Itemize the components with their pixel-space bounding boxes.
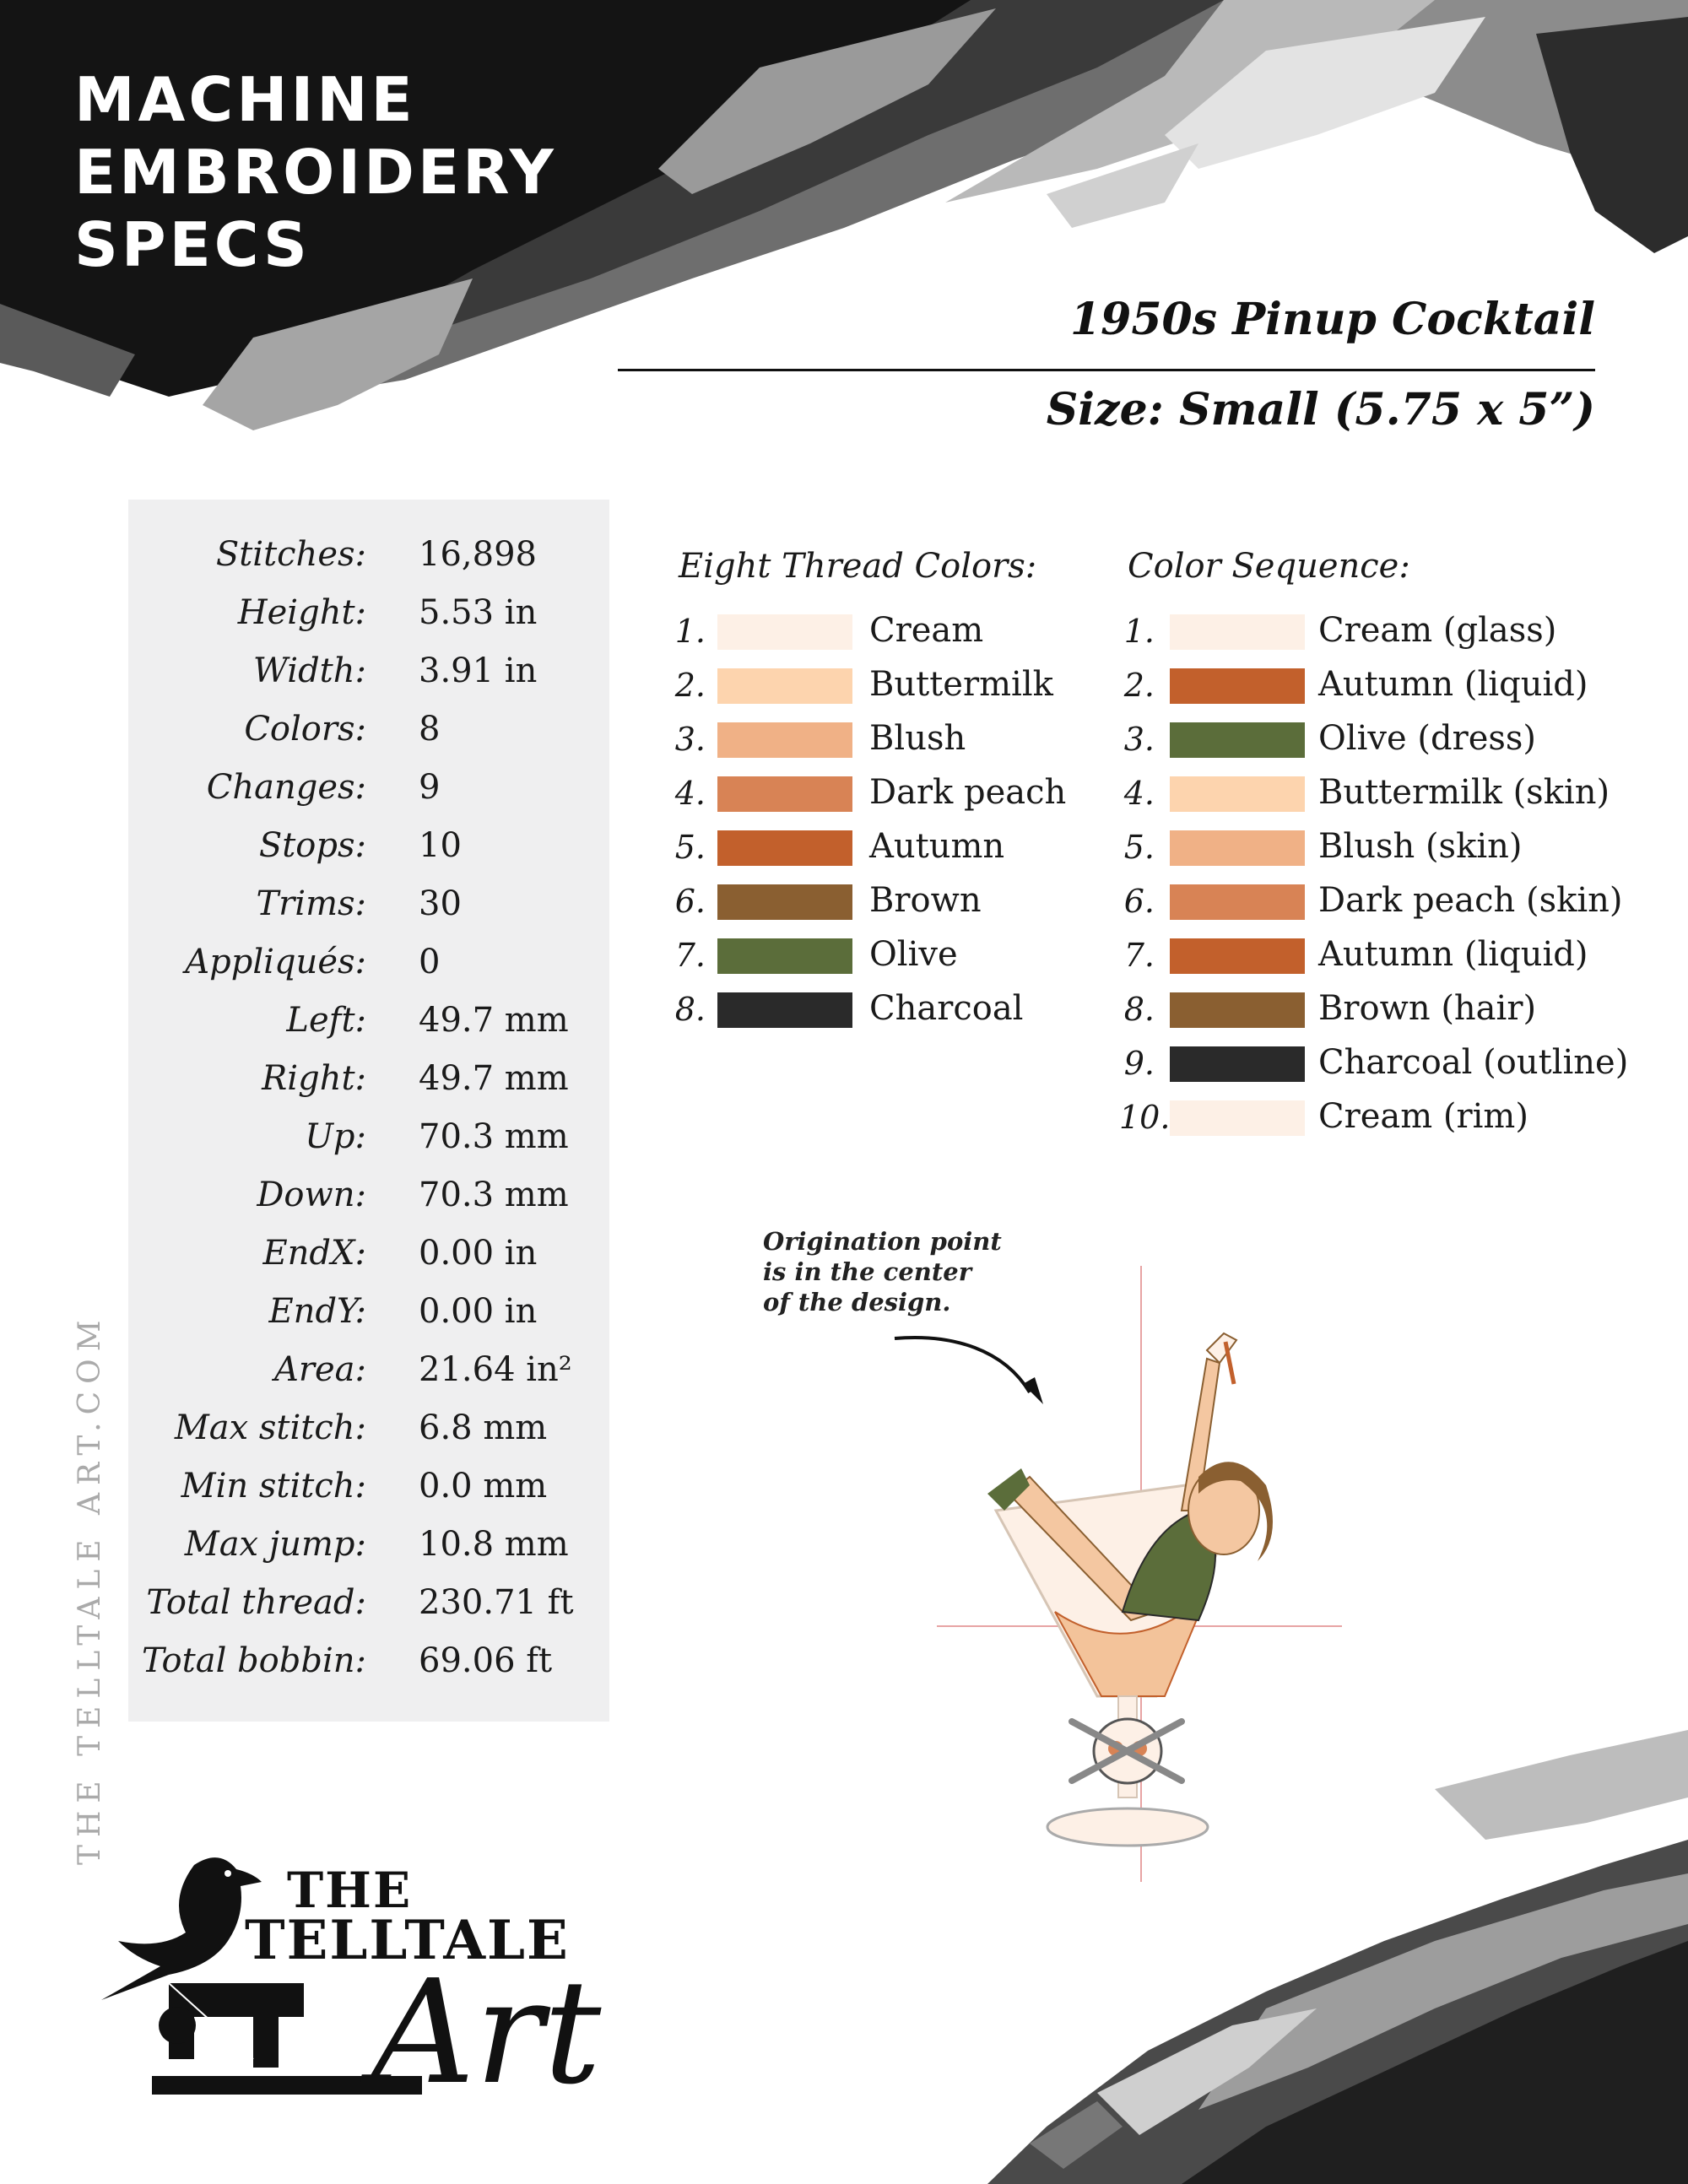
spec-row: [128, 651, 609, 710]
spec-row: [128, 710, 609, 768]
color-row: [670, 608, 1109, 662]
color-name: Cream (glass): [1318, 611, 1557, 650]
specs-panel: [128, 500, 609, 1722]
spec-label: Up:: [305, 1117, 366, 1156]
spec-row: [128, 1525, 609, 1583]
color-swatch: [717, 992, 852, 1028]
color-swatch: [1170, 830, 1305, 866]
design-preview-image: [928, 1257, 1350, 1890]
color-swatch: [1170, 938, 1305, 974]
header-divider: [618, 369, 1595, 371]
spec-row: [128, 826, 609, 884]
spec-value: 30: [419, 884, 462, 923]
spec-row: [128, 943, 609, 1001]
logo-text-the: THE: [287, 1862, 413, 1919]
color-name: Dark peach: [869, 773, 1067, 812]
thread-colors-heading: Eight Thread Colors:: [679, 547, 1037, 586]
spec-label: Total bobbin:: [141, 1641, 366, 1680]
color-row: [1119, 878, 1623, 932]
color-swatch: [1170, 668, 1305, 704]
spec-row: [128, 1234, 609, 1292]
spec-row: [128, 1176, 609, 1234]
spec-label: Stops:: [258, 826, 366, 865]
spec-row: [128, 884, 609, 943]
spec-label: Area:: [273, 1350, 366, 1389]
color-row: [670, 986, 1109, 1040]
color-name: Blush (skin): [1318, 827, 1523, 866]
color-swatch: [1170, 614, 1305, 650]
color-row: [1119, 1040, 1629, 1094]
color-name: Cream (rim): [1318, 1097, 1528, 1136]
title-line: MACHINE: [74, 64, 416, 135]
spec-value: 5.53 in: [419, 593, 538, 632]
color-number: 7.: [1123, 937, 1155, 974]
color-name: Blush: [869, 719, 966, 758]
color-swatch: [717, 884, 852, 920]
color-name: Autumn (liquid): [1318, 935, 1588, 974]
title-line: SPECS: [74, 209, 311, 280]
color-number: 9.: [1123, 1045, 1155, 1082]
color-name: Olive (dress): [1318, 719, 1537, 758]
color-row: [670, 824, 1109, 878]
color-number: 7.: [674, 937, 706, 974]
spec-label: Colors:: [244, 710, 366, 749]
note-line: of the design.: [763, 1288, 951, 1316]
color-row: [1119, 716, 1558, 770]
spec-row: [128, 1467, 609, 1525]
color-number: 10.: [1119, 1099, 1171, 1136]
color-row: [1119, 770, 1610, 824]
color-row: [1119, 608, 1558, 662]
spec-row: [128, 1583, 609, 1641]
color-number: 5.: [1123, 829, 1155, 866]
logo-text-art: Art: [371, 1949, 602, 2116]
title-line: EMBROIDERY: [74, 137, 557, 208]
spec-label: Total thread:: [146, 1583, 366, 1622]
spec-label: Max jump:: [184, 1525, 366, 1564]
color-number: 3.: [674, 721, 706, 758]
logo-text-telltale: TELLTALE: [245, 1909, 570, 1972]
spec-label: Min stitch:: [181, 1467, 366, 1506]
spec-value: 70.3 mm: [419, 1176, 569, 1214]
color-number: 4.: [674, 775, 706, 812]
color-swatch: [717, 614, 852, 650]
color-number: 2.: [674, 667, 706, 704]
spec-value: 70.3 mm: [419, 1117, 569, 1156]
spec-row: [128, 1408, 609, 1467]
spec-value: 8: [419, 710, 441, 749]
spec-row: [128, 1117, 609, 1176]
color-row: [1119, 986, 1558, 1040]
spec-row: [128, 1001, 609, 1059]
color-name: Charcoal: [869, 989, 1024, 1028]
color-swatch: [1170, 722, 1305, 758]
spec-value: 0: [419, 943, 441, 981]
spec-row: [128, 1292, 609, 1350]
spec-value: 16,898: [419, 535, 537, 574]
color-number: 8.: [674, 991, 706, 1028]
color-number: 2.: [1123, 667, 1155, 704]
color-row: [1119, 662, 1588, 716]
color-number: 5.: [674, 829, 706, 866]
note-line: is in the center: [763, 1257, 971, 1286]
color-row: [670, 662, 1109, 716]
color-swatch: [717, 938, 852, 974]
color-row: [670, 770, 1109, 824]
color-swatch: [1170, 884, 1305, 920]
color-swatch: [1170, 1100, 1305, 1136]
spec-label: Appliqués:: [185, 943, 366, 981]
spec-label: Changes:: [206, 768, 366, 807]
spec-value: 49.7 mm: [419, 1059, 569, 1098]
color-row: [670, 932, 1109, 986]
side-website-url: THE TELLTALE ART.COM: [73, 1312, 107, 1865]
color-name: Buttermilk (skin): [1318, 773, 1610, 812]
design-name: 1950s Pinup Cocktail: [1069, 294, 1595, 345]
color-number: 3.: [1123, 721, 1155, 758]
spec-label: Right:: [262, 1059, 366, 1098]
spec-label: Width:: [252, 651, 366, 690]
color-row: [1119, 932, 1588, 986]
color-number: 4.: [1123, 775, 1155, 812]
color-name: Brown: [869, 881, 982, 920]
color-name: Charcoal (outline): [1318, 1043, 1629, 1082]
color-name: Dark peach (skin): [1318, 881, 1623, 920]
spec-row: [128, 768, 609, 826]
design-size: Size: Small (5.75 x 5”): [1046, 384, 1595, 435]
color-swatch: [717, 668, 852, 704]
spec-value: 9: [419, 768, 441, 807]
spec-value: 0.00 in: [419, 1292, 538, 1331]
spec-label: Stitches:: [215, 535, 366, 574]
spec-row: [128, 535, 609, 593]
color-name: Autumn: [869, 827, 1005, 866]
color-swatch: [717, 830, 852, 866]
color-swatch: [717, 722, 852, 758]
spec-row: [128, 1641, 609, 1700]
color-row: [1119, 1094, 1558, 1148]
spec-row: [128, 1059, 609, 1117]
color-name: Buttermilk: [869, 665, 1053, 704]
color-number: 6.: [1123, 883, 1155, 920]
spec-row: [128, 1350, 609, 1408]
spec-value: 6.8 mm: [419, 1408, 548, 1447]
spec-label: Trims:: [256, 884, 366, 923]
color-row: [670, 716, 1109, 770]
color-name: Olive: [869, 935, 958, 974]
spec-label: Max stitch:: [174, 1408, 366, 1447]
spec-value: 3.91 in: [419, 651, 538, 690]
color-number: 8.: [1123, 991, 1155, 1028]
spec-value: 230.71 ft: [419, 1583, 574, 1622]
color-number: 1.: [674, 613, 706, 650]
color-number: 6.: [674, 883, 706, 920]
color-number: 1.: [1123, 613, 1155, 650]
color-swatch: [1170, 992, 1305, 1028]
spec-row: [128, 593, 609, 651]
spec-value: 0.00 in: [419, 1234, 538, 1273]
spec-label: Down:: [257, 1176, 366, 1214]
note-line: Origination point: [763, 1227, 1002, 1256]
color-name: Autumn (liquid): [1318, 665, 1588, 704]
spec-label: EndX:: [262, 1234, 366, 1273]
color-swatch: [1170, 776, 1305, 812]
spec-value: 21.64 in²: [419, 1350, 572, 1389]
color-swatch: [1170, 1046, 1305, 1082]
spec-value: 10.8 mm: [419, 1525, 569, 1564]
color-sequence-heading: Color Sequence:: [1128, 547, 1410, 586]
color-name: Brown (hair): [1318, 989, 1537, 1028]
spec-label: EndY:: [268, 1292, 366, 1331]
spec-value: 10: [419, 826, 462, 865]
spec-label: Height:: [237, 593, 366, 632]
spec-label: Left:: [286, 1001, 366, 1040]
spec-value: 0.0 mm: [419, 1467, 548, 1506]
color-name: Cream: [869, 611, 984, 650]
color-swatch: [717, 776, 852, 812]
spec-value: 49.7 mm: [419, 1001, 569, 1040]
color-row: [670, 878, 1109, 932]
spec-value: 69.06 ft: [419, 1641, 553, 1680]
color-row: [1119, 824, 1558, 878]
page-title: [74, 63, 557, 281]
